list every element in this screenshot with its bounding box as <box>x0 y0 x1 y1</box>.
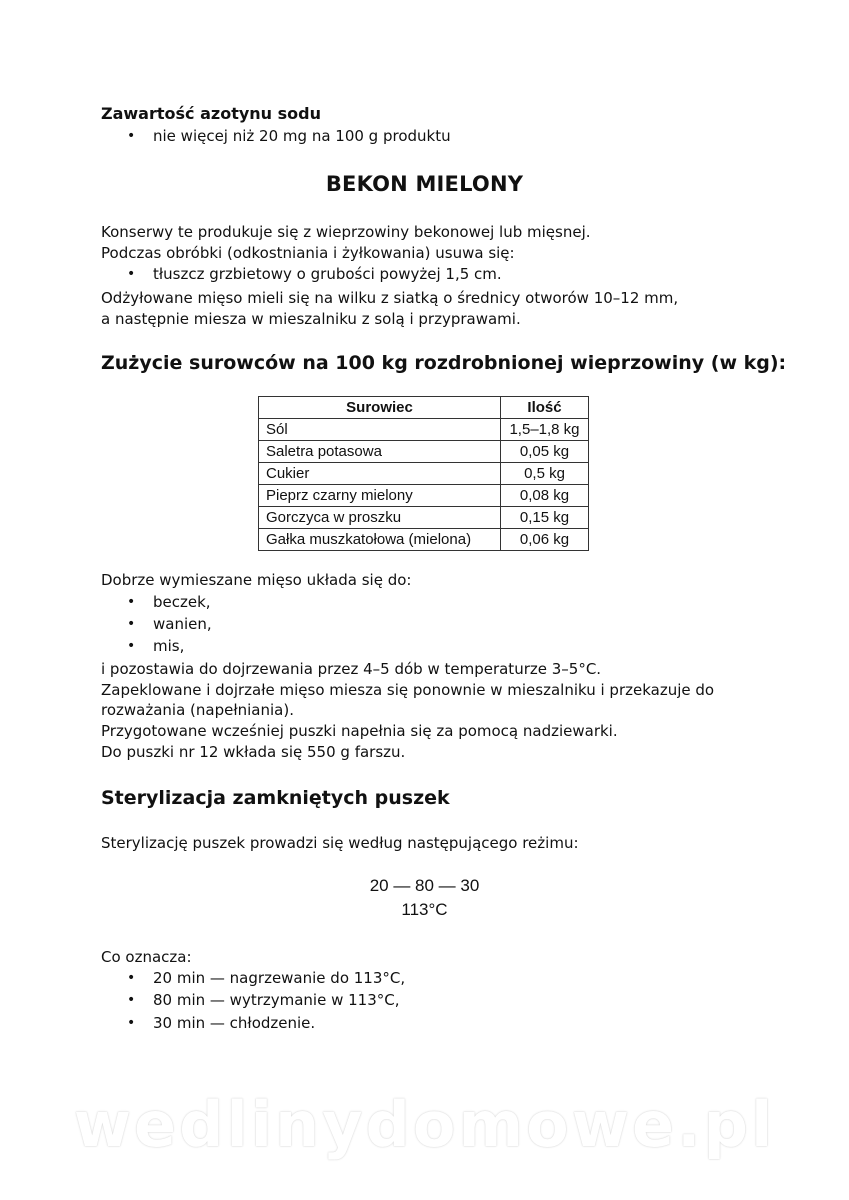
meaning-label: Co oznacza: <box>101 948 192 966</box>
list-item: • beczek, <box>153 592 211 612</box>
table-row <box>259 419 589 441</box>
ingredient-cell: Saletra potasowa <box>259 441 501 463</box>
process-line-4: rozważania (napełniania). <box>101 701 294 719</box>
usage-heading: Zużycie surowców na 100 kg rozdrobnionej wieprzowiny (w kg): <box>101 352 787 374</box>
list-item: • mis, <box>153 636 184 656</box>
page-title: BEKON MIELONY <box>325 172 524 196</box>
amount-cell: 1,5–1,8 kg <box>501 419 589 441</box>
table-row <box>259 529 589 551</box>
list-item: • 30 min — chłodzenie. <box>153 1013 315 1033</box>
intro-line-1: Konserwy te produkuje się z wieprzowiny bekonowej lub mięsnej. <box>101 223 591 241</box>
amount-cell: 0,5 kg <box>501 463 589 485</box>
amount-cell: 0,05 kg <box>501 441 589 463</box>
amount-cell: 0,08 kg <box>501 485 589 507</box>
sterilization-formula-times: 20 — 80 — 30 <box>369 876 480 895</box>
list-item: • 20 min — nagrzewanie do 113°C, <box>153 968 405 988</box>
column-header-ingredient: Surowiec <box>259 397 501 419</box>
list-item: • wanien, <box>153 614 212 634</box>
table-row <box>259 463 589 485</box>
process-line-1: Dobrze wymieszane mięso układa się do: <box>101 571 412 589</box>
process-line-6: Do puszki nr 12 wkłada się 550 g farszu. <box>101 743 406 761</box>
intro-line-4: a następnie miesza w mieszalniku z solą i przyprawami. <box>101 310 521 328</box>
sterilization-heading: Sterylizacja zamkniętych puszek <box>101 787 450 809</box>
ingredients-table <box>258 396 589 551</box>
nitrite-bullet: • nie więcej niż 20 mg na 100 g produktu <box>153 126 451 146</box>
column-header-amount: Ilość <box>501 397 589 419</box>
ingredient-cell: Sól <box>259 419 501 441</box>
amount-cell: 0,15 kg <box>501 507 589 529</box>
intro-bullet: • tłuszcz grzbietowy o grubości powyżej 1,5 cm. <box>153 264 502 284</box>
table-row <box>259 507 589 529</box>
process-line-5: Przygotowane wcześniej puszki napełnia się za pomocą nadziewarki. <box>101 722 618 740</box>
ingredient-cell: Pieprz czarny mielony <box>259 485 501 507</box>
sterilization-intro: Sterylizację puszek prowadzi się według następującego reżimu: <box>101 834 579 852</box>
watermark-text: wedlinydomowe.pl <box>73 1088 776 1161</box>
ingredient-cell: Gorczyca w proszku <box>259 507 501 529</box>
nitrite-heading: Zawartość azotynu sodu <box>101 104 321 123</box>
list-item: • 80 min — wytrzymanie w 113°C, <box>153 990 400 1010</box>
table-row <box>259 441 589 463</box>
process-line-3: Zapeklowane i dojrzałe mięso miesza się ponownie w mieszalniku i przekazuje do <box>101 681 715 699</box>
ingredient-cell: Gałka muszkatołowa (mielona) <box>259 529 501 551</box>
process-line-2: i pozostawia do dojrzewania przez 4–5 dób w temperaturze 3–5°C. <box>101 660 602 678</box>
sterilization-formula-temperature: 113°C <box>401 900 448 919</box>
ingredient-cell: Cukier <box>259 463 501 485</box>
table-header-row <box>259 397 589 419</box>
table-row <box>259 485 589 507</box>
amount-cell: 0,06 kg <box>501 529 589 551</box>
intro-line-2: Podczas obróbki (odkostniania i żyłkowania) usuwa się: <box>101 244 515 262</box>
intro-line-3: Odżyłowane mięso mieli się na wilku z siatką o średnicy otworów 10–12 mm, <box>101 289 679 307</box>
